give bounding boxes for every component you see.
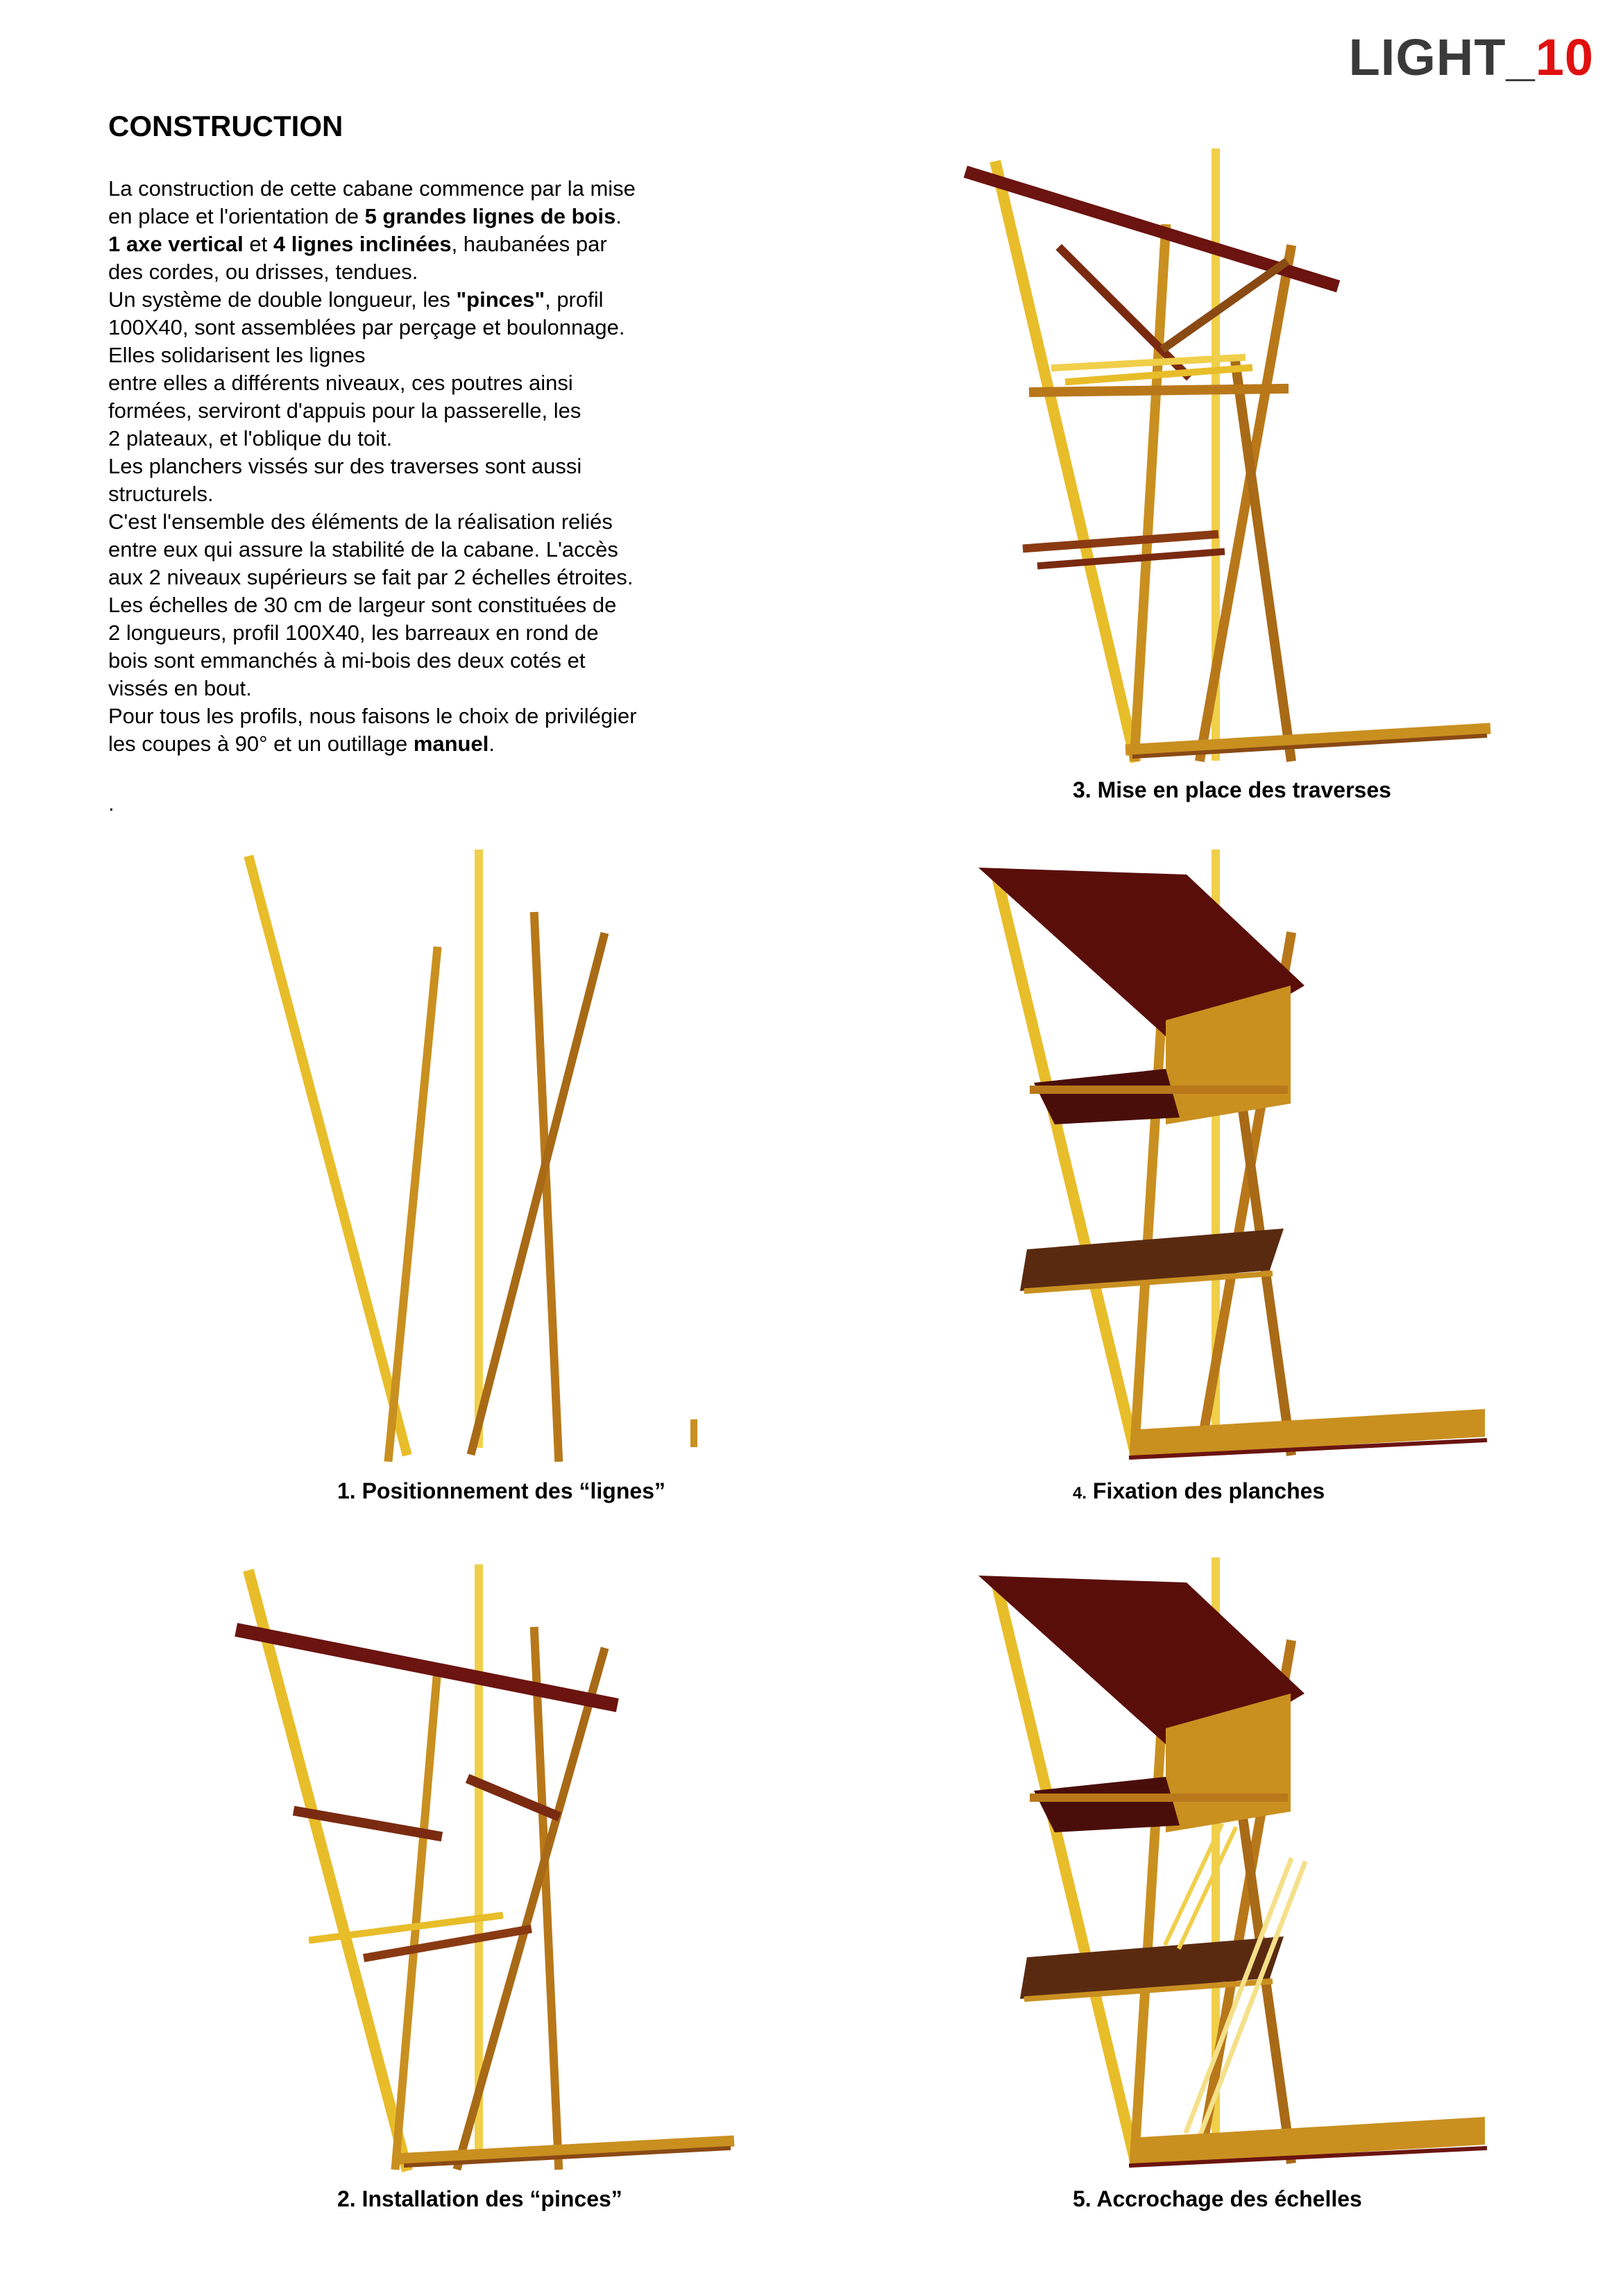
caption-step2: 2. Installation des “pinces” — [337, 2186, 622, 2211]
text-segment: les coupes à 90° et un outillage — [108, 732, 414, 756]
text-segment: Elles solidarisent les lignes — [108, 343, 366, 367]
text-segment: . — [488, 732, 495, 756]
page-label — [1349, 28, 1594, 87]
bold-text: 5 grandes lignes de bois — [364, 204, 616, 228]
text-segment: Un système de double longueur, les — [108, 287, 457, 312]
paragraph-line — [108, 536, 705, 564]
paragraph-line — [108, 702, 705, 730]
trailing-mark: . — [108, 791, 114, 816]
text-segment: 2 longueurs, profil 100X40, les barreaux en rond de — [108, 621, 599, 645]
caption-step4-number: 4. — [1073, 1484, 1087, 1503]
paragraph-line — [108, 175, 705, 203]
paragraph-line — [108, 369, 705, 397]
bold-text: 1 axe vertical — [108, 232, 244, 256]
paragraph-line — [108, 203, 705, 230]
text-segment: 100X40, sont assemblées par perçage et boulonnage. — [108, 315, 625, 339]
text-segment: Les planchers vissés sur des traverses sont aussi — [108, 454, 582, 478]
paragraph-line — [108, 675, 705, 702]
paragraph-line — [108, 591, 705, 619]
paragraph-line — [108, 230, 705, 258]
figure-step1-drawing — [229, 847, 729, 1471]
text-segment: aux 2 niveaux supérieurs se fait par 2 échelles étroites. — [108, 565, 634, 589]
figure-step2-drawing — [229, 1555, 742, 2179]
figure-step3-traverses — [958, 146, 1499, 770]
text-segment: , haubanées par — [451, 232, 607, 256]
paragraph-line — [108, 314, 705, 341]
text-segment: 2 plateaux, et l'oblique du toit. — [108, 426, 393, 450]
figure-step4-planks — [958, 847, 1499, 1471]
text-segment: formées, serviront d'appuis pour la passerelle, les — [108, 398, 581, 423]
paragraph-line — [108, 619, 705, 647]
bold-text: 4 lignes inclinées — [273, 232, 452, 256]
figure-step5-ladders — [958, 1555, 1499, 2179]
text-segment: Les échelles de 30 cm de largeur sont constituées de — [108, 593, 617, 617]
paragraph-line — [108, 480, 705, 508]
text-segment: structurels. — [108, 482, 214, 506]
page-label-prefix: LIGHT_ — [1348, 28, 1536, 86]
paragraph-line — [108, 258, 705, 286]
figure-step5-drawing — [958, 1555, 1499, 2179]
caption-step3: 3. Mise en place des traverses — [1073, 777, 1391, 802]
paragraph-line — [108, 647, 705, 675]
text-segment: , profil — [545, 287, 604, 312]
paragraph-line — [108, 564, 705, 591]
caption-step4-text: Fixation des planches — [1087, 1478, 1325, 1503]
text-segment: Pour tous les profils, nous faisons le choix de privilégier — [108, 704, 637, 728]
bold-text: manuel — [413, 732, 489, 756]
text-segment: vissés en bout. — [108, 676, 252, 700]
construction-paragraph — [108, 175, 705, 758]
text-segment: et — [243, 232, 273, 256]
figure-step1-lines — [229, 847, 729, 1471]
text-segment: en place et l'orientation de — [108, 204, 365, 228]
paragraph-line — [108, 341, 705, 369]
text-segment: entre eux qui assure la stabilité de la cabane. L'accès — [108, 537, 618, 562]
bold-text: "pinces" — [456, 287, 545, 312]
caption-step5: 5. Accrochage des échelles — [1073, 2186, 1362, 2211]
paragraph-line — [108, 425, 705, 453]
paragraph-line — [108, 286, 705, 314]
paragraph-line — [108, 453, 705, 480]
paragraph-line — [108, 730, 705, 758]
text-segment: entre elles a différents niveaux, ces poutres ainsi — [108, 371, 573, 395]
section-heading: CONSTRUCTION — [108, 110, 343, 142]
caption-step1: 1. Positionnement des “lignes” — [337, 1478, 665, 1503]
text-segment: . — [615, 204, 622, 228]
page-number: 10 — [1535, 28, 1594, 86]
figure-step3-drawing — [958, 146, 1499, 770]
caption-step4 — [1073, 1478, 1325, 1504]
paragraph-line — [108, 508, 705, 536]
text-segment: des cordes, ou drisses, tendues. — [108, 260, 418, 284]
figure-step2-pinces — [229, 1555, 742, 2179]
figure-step4-drawing — [958, 847, 1499, 1471]
text-segment: La construction de cette cabane commence par la mise — [108, 176, 636, 201]
text-segment: bois sont emmanchés à mi-bois des deux cotés et — [108, 648, 586, 673]
text-segment: C'est l'ensemble des éléments de la réalisation reliés — [108, 509, 613, 534]
paragraph-line — [108, 397, 705, 425]
